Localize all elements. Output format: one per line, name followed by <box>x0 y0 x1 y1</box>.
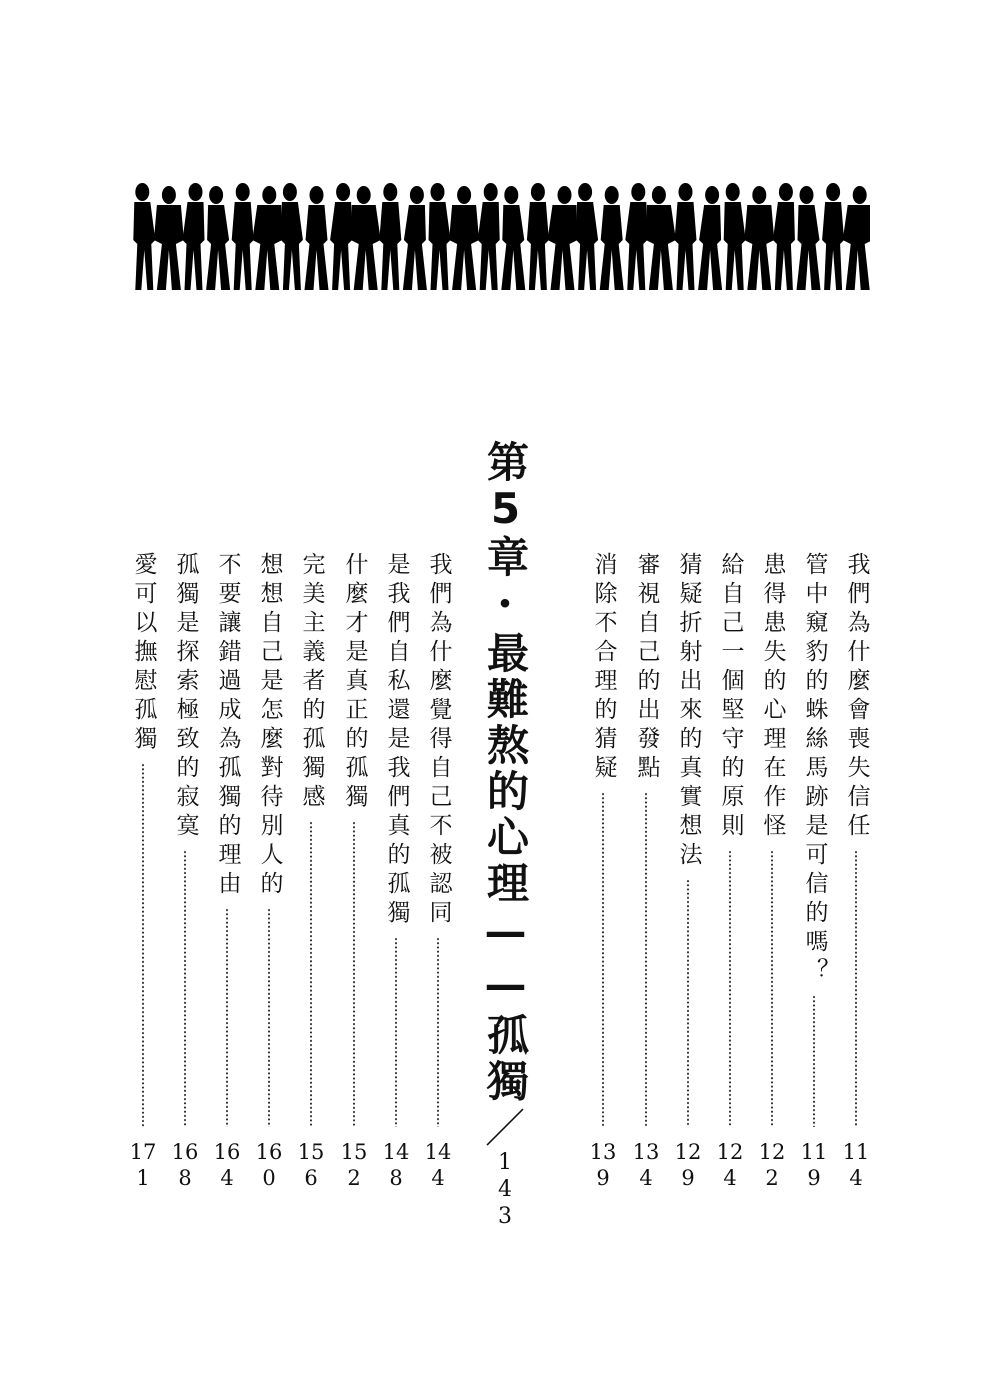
chapter-page-slash: ／ <box>485 1106 525 1152</box>
silhouette-figure <box>576 183 598 290</box>
toc-entry-page: 168 <box>171 1140 199 1190</box>
silhouette-figure <box>724 183 746 290</box>
toc-entry[interactable] <box>251 552 287 1217</box>
toc-entry[interactable] <box>670 552 706 1217</box>
toc-entry-page: 144 <box>424 1140 452 1190</box>
toc-entry[interactable] <box>420 552 456 1217</box>
toc-entry[interactable] <box>754 552 790 1217</box>
silhouette-figure <box>281 183 303 290</box>
toc-entry[interactable] <box>209 552 245 1217</box>
dot-leader <box>437 937 439 1127</box>
dot-leader <box>268 908 270 1127</box>
toc-entry-title: 審視自己的出發點 <box>633 552 660 784</box>
toc-entry-page: 119 <box>800 1140 828 1190</box>
silhouette-figure <box>698 186 722 290</box>
dot-leader <box>771 850 773 1127</box>
silhouette-figure <box>154 186 184 290</box>
toc-entry-title: 不要讓錯過成為孤獨的理由 <box>214 552 241 900</box>
silhouette-figure <box>600 186 624 290</box>
silhouette-figure <box>744 186 774 290</box>
silhouette-figure <box>773 183 795 290</box>
toc-entry[interactable] <box>585 552 621 1217</box>
toc-entry-page: 129 <box>674 1140 702 1190</box>
toc-entry[interactable] <box>378 552 414 1217</box>
toc-entry-page: 124 <box>716 1140 744 1190</box>
silhouette-figure <box>478 183 500 290</box>
toc-entry[interactable] <box>712 552 748 1217</box>
silhouette-figure <box>843 186 870 290</box>
silhouette-figure <box>330 183 352 290</box>
toc-entry-title: 我們為什麼會喪失信任 <box>843 552 870 842</box>
chapter-page-number: 143 <box>498 1150 512 1229</box>
toc-entry-title: 孤獨是探索極致的寂寞 <box>172 552 199 842</box>
dot-leader <box>184 850 186 1127</box>
toc-entry-title: 是我們自私還是我們真的孤獨 <box>383 552 410 929</box>
toc-entry-page: 152 <box>340 1140 368 1190</box>
silhouette-figure <box>379 183 401 290</box>
toc-entry-title: 什麼才是真正的孤獨 <box>341 552 368 813</box>
toc-entry-page: 139 <box>589 1140 617 1190</box>
dot-leader <box>310 821 312 1127</box>
toc-entry-title: 想想自己是怎麼對待別人的 <box>256 552 283 900</box>
toc-entry[interactable] <box>796 552 832 1217</box>
toc-entry-title: 完美主義者的孤獨感 <box>298 552 325 813</box>
silhouette-figure <box>675 183 697 290</box>
chapter-separator: ・ <box>485 581 525 628</box>
toc-entry-page: 122 <box>758 1140 786 1190</box>
dot-leader <box>687 879 689 1127</box>
silhouette-figure <box>548 186 578 290</box>
silhouette-figure <box>625 183 647 290</box>
chapter-heading <box>475 440 535 1230</box>
silhouette-figure <box>232 183 254 290</box>
toc-entry-page: 114 <box>842 1140 870 1190</box>
dot-leader <box>395 937 397 1127</box>
toc-entry[interactable] <box>336 552 372 1217</box>
silhouette-banner-image <box>132 178 870 296</box>
toc-entry-title: 給自己一個堅守的原則 <box>717 552 744 842</box>
dot-leader <box>226 908 228 1127</box>
toc-entry-page: 164 <box>213 1140 241 1190</box>
toc-entry-title: 我們為什麼覺得自己不被認同 <box>425 552 452 929</box>
silhouette-figure <box>206 186 230 290</box>
toc-entry-page: 134 <box>632 1140 660 1190</box>
dot-leader <box>645 792 647 1127</box>
dot-leader <box>353 821 355 1127</box>
toc-entry-title: 愛可以撫慰孤獨 <box>130 552 157 755</box>
silhouette-figure <box>527 183 549 290</box>
silhouette-figure <box>351 186 381 290</box>
toc-entry-title: 患得患失的心理在作怪 <box>759 552 786 842</box>
toc-entry[interactable] <box>838 552 874 1217</box>
silhouette-figure <box>822 183 844 290</box>
silhouette-figure <box>449 186 479 290</box>
toc-entry-title: 猜疑折射出來的真實想法 <box>675 552 702 871</box>
silhouette-figure <box>252 186 282 290</box>
chapter-label: 第5章 <box>481 440 530 579</box>
toc-entry-page: 156 <box>297 1140 325 1190</box>
dot-leader <box>602 792 604 1127</box>
silhouette-figure <box>501 186 525 290</box>
toc-entry[interactable] <box>628 552 664 1217</box>
silhouette-figure <box>183 183 205 290</box>
dot-leader <box>729 850 731 1127</box>
toc-entry-page: 171 <box>129 1140 157 1190</box>
silhouette-figure <box>305 186 329 290</box>
dot-leader <box>142 763 144 1127</box>
toc-entry[interactable] <box>125 552 161 1217</box>
dot-leader <box>855 850 857 1127</box>
toc-entry[interactable] <box>167 552 203 1217</box>
silhouette-figure <box>646 186 676 290</box>
toc-entry[interactable] <box>293 552 329 1217</box>
toc-entry-title: 管中窺豹的蛛絲馬跡是可信的嗎？ <box>801 552 828 987</box>
toc-entry-page: 148 <box>382 1140 410 1190</box>
toc-entry-page: 160 <box>255 1140 283 1190</box>
silhouette-figure <box>797 186 821 290</box>
silhouette-figure <box>133 183 155 290</box>
dot-leader <box>813 995 815 1127</box>
silhouette-figure <box>403 186 427 290</box>
chapter-title: 最難熬的心理——孤獨 <box>481 631 530 1105</box>
toc-entry-title: 消除不合理的猜疑 <box>590 552 617 784</box>
silhouette-figure <box>429 183 451 290</box>
